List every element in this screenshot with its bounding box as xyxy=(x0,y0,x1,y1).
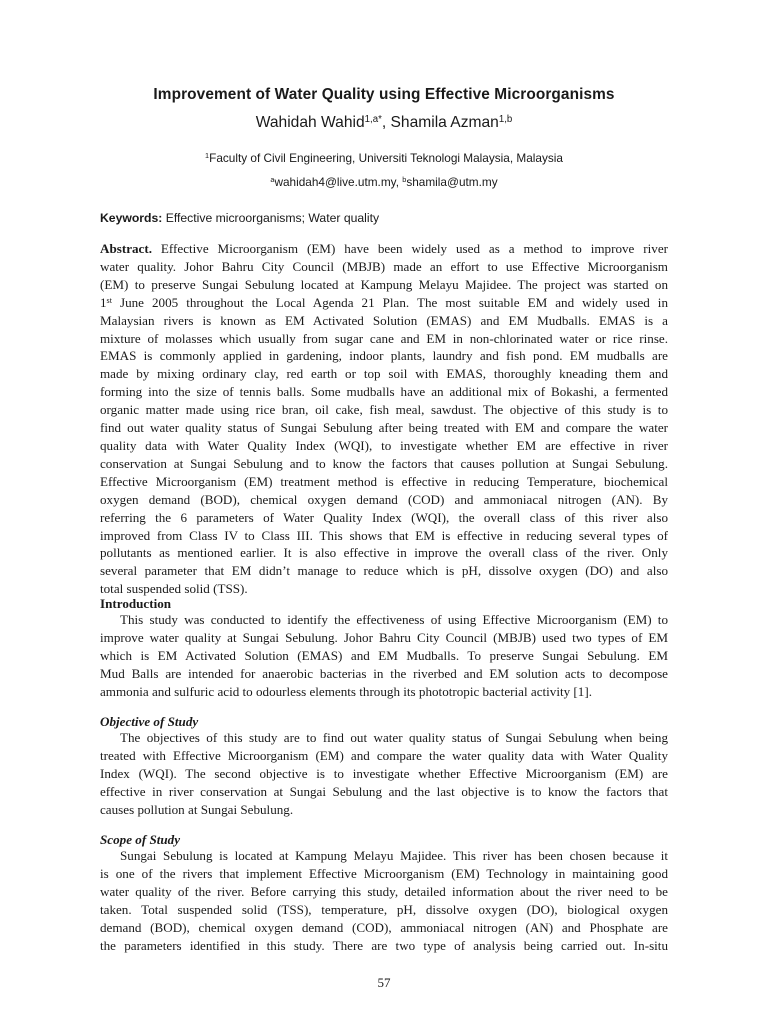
introduction-line: ammonia and sulfuric acid to odourless elements through its phototropic bacterial activity [1]. xyxy=(100,683,592,699)
paper-title: Improvement of Water Quality using Effective Microorganisms xyxy=(153,86,615,103)
abstract-line: quality data with Water Quality Index (WQI), to investigate whether EM are effective in river xyxy=(100,437,668,453)
author-2-name: Shamila Azman xyxy=(390,114,499,131)
email-b-mark: b xyxy=(402,175,407,185)
introduction-line: This study was conducted to identify the effectiveness of using Effective Microorganism (EM) to xyxy=(120,612,668,627)
abstract-line: Malaysian rivers is known as EM Activated Solution (EMAS) and EM Mudballs. EMAS is a xyxy=(100,312,668,328)
objective-body xyxy=(100,729,668,819)
keywords-label: Keywords: xyxy=(100,211,163,225)
abstract-line: several parameter that EM didn’t manage to reduce which is pH, dissolve oxygen (DO) and also xyxy=(100,563,668,579)
introduction-body xyxy=(100,611,668,701)
scope-line: taken. Total suspended solid (TSS), temperature, pH, dissolve oxygen (DO), biological oxygen xyxy=(100,901,668,917)
introduction-line: which is EM Activated Solution (EMAS) and EM Mudballs. To preserve Sungai Sebulung. EM xyxy=(100,647,668,663)
email-line xyxy=(0,175,768,189)
abstract-label: Abstract. xyxy=(100,241,152,256)
abstract-line: improved from Class IV to Class III. This shows that EM is effective in reducing several types of xyxy=(100,527,668,543)
scope-body xyxy=(100,847,668,954)
objective-line: treated with Effective Microorganism (EM) and compare the water quality data with Water Quality xyxy=(100,747,668,763)
introduction-heading: Introduction xyxy=(100,596,172,611)
abstract-line: referring the 6 parameters of Water Quality Index (WQI), the overall class of this river also xyxy=(100,509,668,525)
author-2-affiliation-mark: 1,b xyxy=(498,114,513,126)
email-b[interactable]: shamila@utm.my xyxy=(406,175,498,189)
objective-line: effective in river conservation at Sungai Sebulung and the last objective is to know the factors that xyxy=(100,783,668,799)
author-separator: , xyxy=(381,114,391,131)
abstract-line: water quality. Johor Bahru City Council (MBJB) made an effort to use Effective Microorganism xyxy=(100,258,668,274)
abstract-line: conservation at Sungai Sebulung and to know the factors that causes pollution at Sungai Sebulung. xyxy=(100,455,668,471)
abstract xyxy=(100,240,668,598)
abstract-line: find out water quality status of Sungai Sebulung after being treated with EM and compare the water xyxy=(100,420,668,436)
objective-line: Index (WQI). The second objective is to investigate whether Effective Microorganism (EM) are xyxy=(100,765,668,781)
abstract-line: forming into the size of tennis balls. Some mudballs have an additional mix of Bokashi, a fermented xyxy=(100,384,668,400)
abstract-line: organic matter made using rice bran, oil cake, fish meal, sawdust. The objective of this study is to xyxy=(100,402,668,418)
affiliation-text: Faculty of Civil Engineering, Universiti Teknologi Malaysia, Malaysia xyxy=(209,151,563,165)
objective-line: The objectives of this study are to find out water quality status of Sungai Sebulung when being xyxy=(120,730,668,745)
objective-heading: Objective of Study xyxy=(100,714,199,729)
email-a[interactable]: wahidah4@live.utm.my, xyxy=(274,175,403,189)
author-1-name: Wahidah Wahid xyxy=(255,114,365,131)
abstract-line: EMAS is commonly applied in gardening, indoor plants, laundry and fish pond. EM mudballs are xyxy=(100,348,668,364)
scope-line: demand (BOD), chemical oxygen demand (COD), ammoniacal nitrogen (AN) and Phosphate are xyxy=(100,919,668,935)
keywords-text: Effective microorganisms; Water quality xyxy=(162,211,380,225)
scope-line: water quality of the river. Before carrying this study, detailed information about the river need to be xyxy=(100,883,668,899)
author-line xyxy=(0,114,768,132)
abstract-line: Abstract. Effective Microorganism (EM) have been widely used as a method to improve river xyxy=(100,241,668,256)
abstract-line: Effective Microorganism (EM) treatment method is effective in reducing Temperature, biochemical xyxy=(100,473,668,489)
abstract-line: (EM) to preserve Sungai Sebulung located at Kampung Melayu Majidee. The project was started on xyxy=(100,276,668,292)
abstract-line: mixture of molasses which usually from sugar cane and EM in non-chlorinated water or rice rinse. xyxy=(100,330,668,346)
scope-heading: Scope of Study xyxy=(100,832,181,847)
objective-line: causes pollution at Sungai Sebulung. xyxy=(100,801,294,817)
page-number: 57 xyxy=(377,975,391,990)
affiliation-mark: 1 xyxy=(205,151,210,161)
keywords xyxy=(100,211,668,225)
abstract-line: total suspended solid (TSS). xyxy=(100,581,248,597)
email-a-mark: a xyxy=(270,175,275,185)
scope-line: is one of the rivers that implement Effective Microorganism (EM) Technology in maintaining good xyxy=(100,865,668,881)
scope-line: the parameters identified in this study. There are two type of analysis being carried out. In-situ xyxy=(100,937,668,953)
abstract-line: oxygen demand (BOD), chemical oxygen demand (COD) and ammoniacal nitrogen (AN). By xyxy=(100,491,668,507)
abstract-line: made by mixing ordinary clay, red earth or top soil with EMAS, thoroughly kneading them and xyxy=(100,366,668,382)
abstract-line: 1st June 2005 throughout the Local Agenda 21 Plan. The most suitable EM and widely used in xyxy=(100,294,668,310)
abstract-line: pollutants as mentioned earlier. It is also effective in improve the overall class of the river. Only xyxy=(100,545,668,561)
scope-line: Sungai Sebulung is located at Kampung Melayu Majidee. This river has been chosen because it xyxy=(120,848,668,863)
affiliation xyxy=(0,151,768,165)
introduction-line: improve water quality at Sungai Sebulung. Johor Bahru City Council (MBJB) used two types of EM xyxy=(100,629,668,645)
introduction-line: Mud Balls are intended for anaerobic bacterias in the riverbed and EM solution acts to decompose xyxy=(100,665,668,681)
author-1-affiliation-mark: 1,a* xyxy=(364,114,382,126)
